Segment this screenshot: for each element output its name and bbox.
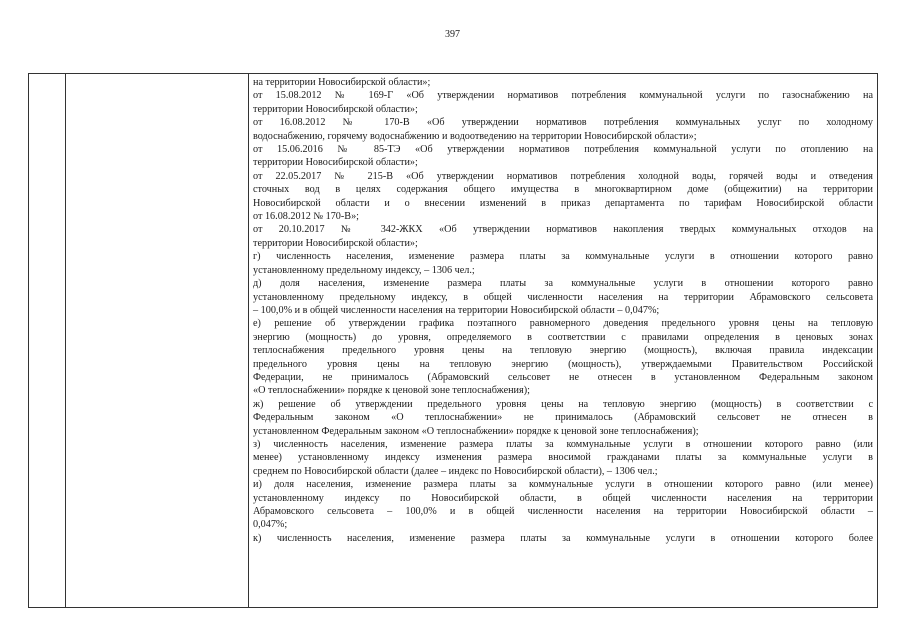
table-column-name [66, 74, 249, 607]
text-line: установленному индексу по Новосибирской области, в общей численности населения на территории [253, 492, 873, 504]
text-line: установленному предельному индексу, в общей численности населения на территории Абрамовского сельсовета [253, 291, 873, 303]
text-line: «О теплоснабжении» порядке к ценовой зоне теплоснабжения); [253, 385, 530, 397]
text-line: Федеральным законом «О теплоснабжении» не принималось (Абрамовский сельсовет не отнесен в [253, 412, 873, 424]
text-line: Абрамовского сельсовета – 100,0% и в общей численности населения на территории Новосибирской области – [253, 506, 873, 517]
text-line: сточных вод в целях содержания общего имущества в многоквартирном доме (общежитии) на территории [253, 184, 873, 196]
text-line: ж) решение об утверждении предельного уровня цены на тепловую энергию (мощность) в соответствии с [253, 398, 873, 410]
text-line: Федерации, не принималось (Абрамовский сельсовет не отнесен в установленном Федеральным законом [253, 371, 873, 383]
document-table [28, 73, 878, 608]
table-column-content [249, 74, 877, 607]
text-line: территории Новосибирской области»; [253, 157, 418, 169]
text-line: энергию (мощность) до уровня, определяемого в соответствии с правилами определения в ценовых зонах [253, 331, 873, 343]
text-line: предельного уровня цены на тепловую энергию (мощность), утверждаемыми Правительством Российской [253, 358, 873, 370]
text-line: водоснабжению, горячему водоснабжению и водоотведению на территории Новосибирской области»; [253, 130, 697, 142]
text-line: территории Новосибирской области»; [253, 103, 418, 115]
page-number: 397 [445, 29, 460, 40]
text-line: и) доля населения, изменение размера платы за коммунальные услуги в отношении которого равно (или менее) [253, 479, 873, 491]
text-line: установленном Федеральным законом «О теплоснабжении» порядке к ценовой зоне теплоснабжения); [253, 425, 699, 437]
text-line: 0,047%; [253, 519, 288, 531]
text-line: от 20.10.2017 № 342-ЖКХ «Об утверждении нормативов накопления твердых коммунальных отходов на [253, 224, 873, 236]
text-line: установленному предельному индексу, – 1306 чел.; [253, 264, 475, 276]
text-line: на территории Новосибирской области»; [253, 77, 431, 88]
text-line: Новосибирской области и о внесении изменений в приказ департамента по тарифам Новосибирской области [253, 197, 873, 209]
text-line: к) численность населения, изменение размера платы за коммунальные услуги в отношении которого более [253, 532, 873, 544]
text-line: менее) установленному индексу изменения размера вносимой гражданами платы за коммунальные услуги в [253, 452, 873, 464]
text-line: среднем по Новосибирской области (далее – индекс по Новосибирской области), – 1306 чел.; [253, 465, 658, 477]
text-line: от 16.08.2012 № 170-В»; [253, 211, 360, 223]
text-line: з) численность населения, изменение размера платы за коммунальные услуги в отношении которого равно (или [253, 438, 873, 450]
table-column-number [29, 74, 66, 607]
text-line: от 22.05.2017 № 215-В «Об утверждении нормативов потребления холодной воды, горячей воды и отведения [253, 170, 873, 182]
text-line: от 16.08.2012 № 170-В «Об утверждении нормативов потребления коммунальных услуг по холодному [253, 117, 873, 129]
text-line: от 15.06.2016 № 85-ТЭ «Об утверждении нормативов потребления коммунальной услуги по отоплению на [253, 144, 873, 156]
text-line: – 100,0% и в общей численности населения на территории Новосибирской области – 0,047%; [253, 304, 660, 316]
text-line: е) решение об утверждении графика поэтапного равномерного доведения предельного уровня цены на тепловую [253, 318, 873, 330]
text-line: д) доля населения, изменение размера платы за коммунальные услуги в отношении которого равно [253, 278, 873, 290]
text-line: от 15.08.2012 № 169-Г «Об утверждении нормативов потребления коммунальной услуги по газоснабжению на [253, 90, 873, 102]
text-line: территории Новосибирской области»; [253, 237, 418, 249]
text-line: г) численность населения, изменение размера платы за коммунальные услуги в отношении которого равно [253, 251, 873, 263]
text-line: теплоснабжения предельного уровня цены на тепловую энергию (мощность), включая правила индексации [253, 345, 873, 357]
